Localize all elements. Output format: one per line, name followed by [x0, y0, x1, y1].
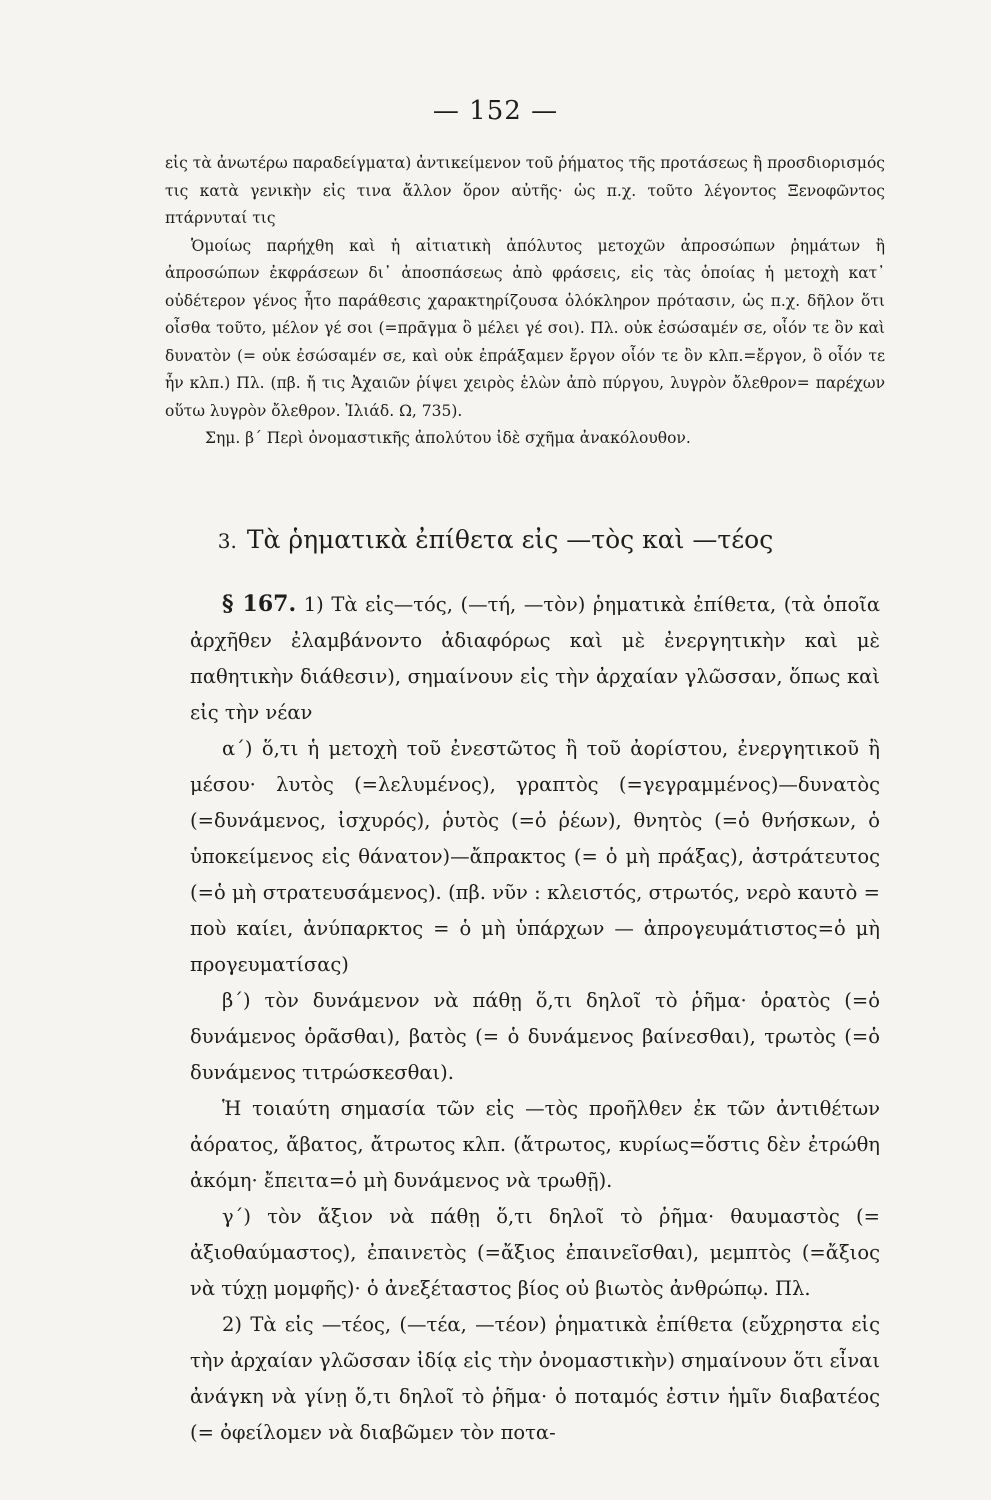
body-paragraph-5: γ΄) τὸν ἄξιον νὰ πάθῃ ὅ,τι δηλοῖ τὸ ῥῆμα· θαυμαστὸς (= ἀξιοθαύμαστος), ἐπαινετὸς (=ἄξιος ἐπαινεῖσθαι), μεμπτὸς (=ἄξιος νὰ τύχῃ μομφῆς)· ὁ ἀνεξέταστος βίος οὐ βιωτὸς ἀνθρώπῳ. Πλ.	[190, 1205, 880, 1300]
main-body	[190, 586, 880, 1451]
heading-number: 3.	[217, 529, 237, 553]
section-number: § 167.	[222, 591, 297, 617]
note-paragraph: Σημ. β΄ Περὶ ὀνομαστικῆς ἀπολύτου ἰδὲ σχῆμα ἀνακόλουθον.	[205, 429, 691, 447]
body-paragraph-1: § 167. 1) Τὰ εἰς—τός, (—τή, —τὸν) ῥηματικὰ ἐπίθετα, (τὰ ὁποῖα ἀρχῆθεν ἐλαμβάνοντο ἀδιαφόρως καὶ μὲ ἐνεργητικὴν καὶ μὲ παθητικὴν διάθεσιν), σημαίνουν εἰς τὴν ἀρχαίαν γλῶσσαν, ὅπως καὶ εἰς τὴν νέαν	[190, 591, 881, 724]
body-paragraph-6: 2) Τὰ εἰς —τέος, (—τέα, —τέον) ῥηματικὰ ἐπίθετα (εὔχρηστα εἰς τὴν ἀρχαίαν γλῶσσαν ἰδίᾳ εἰς τὴν ὀνομαστικὴν) σημαίνουν ὅτι εἶναι ἀνάγκη νὰ γίνῃ ὅ,τι δηλοῖ τὸ ῥῆμα· ὁ ποταμός ἐστιν ἡμῖν διαβατέος (= ὀφείλομεν νὰ διαβῶμεν τὸν ποτα-	[190, 1313, 880, 1444]
section-heading	[0, 525, 991, 554]
body-paragraph-4: Ἡ τοιαύτη σημασία τῶν εἰς —τὸς προῆλθεν ἐκ τῶν ἀντιθέτων ἀόρατος, ἄβατος, ἄτρωτος κλπ. (ἄτρωτος, κυρίως=ὅστις δὲν ἐτρώθη ἀκόμη· ἔπειτα=ὁ μὴ δυνάμενος νὰ τρωθῇ).	[190, 1097, 880, 1192]
heading-title: Τὰ ῥηματικὰ ἐπίθετα εἰς —τὸς καὶ —τέος	[246, 525, 774, 554]
body-paragraph-2: α΄) ὅ,τι ἡ μετοχὴ τοῦ ἐνεστῶτος ἢ τοῦ ἀορίστου, ἐνεργητικοῦ ἢ μέσου· λυτὸς (=λελυμένος), γραπτὸς (=γεγραμμένος)—δυνατὸς (=δυνάμενος, ἰσχυρός), ῥυτὸς (=ὁ ῥέων), θνητὸς (=ὁ θνήσκων, ὁ ὑποκείμενος εἰς θάνατον)—ἄπρακτος (= ὁ μὴ πράξας), ἀστράτευτος (=ὁ μὴ στρατευσάμενος). (πβ. νῦν : κλειστός, στρωτός, νερὸ καυτὸ = ποὺ καίει, ἀνύπαρκτος = ὁ μὴ ὑπάρχων — ἀπρογευμάτιστος=ὁ μὴ προγευματίσας)	[190, 737, 880, 976]
small-paragraph-1: εἰς τὰ ἀνωτέρω παραδείγματα) ἀντικείμενον τοῦ ῥήματος τῆς προτάσεως ἢ προσδιορισμός τις κατὰ γενικὴν εἰς τινα ἄλλον ὅρον αὐτῆς· ὡς π.χ. τοῦτο λέγοντος Ξενοφῶντος πτάρνυταί τις	[165, 154, 885, 227]
page-number: — 152 —	[432, 96, 559, 126]
small-paragraph-2: Ὁμοίως παρήχθη καὶ ἡ αἰτιατικὴ ἀπόλυτος μετοχῶν ἀπροσώπων ῥημάτων ἢ ἀπροσώπων ἐκφράσεων δι᾽ ἀποσπάσεως ἀπὸ φράσεις, εἰς τὰς ὁποίας ἡ μετοχὴ κατ᾽ οὐδέτερον γένος ἦτο παράθεσις χαρακτηρίζουσα ὁλόκληρον πρότασιν, ὡς π.χ. δῆλον ὅτι οἶσθα τοῦτο, μέλον γέ σοι (=πρᾶγμα ὃ μέλει γέ σοι). Πλ. οὐκ ἐσώσαμέν σε, οἷόν τε ὂν καὶ δυνατὸν (= οὐκ ἐσώσαμέν σε, καὶ οὐκ ἐπράξαμεν ἔργον οἷόν τε ὂν κλπ.=ἔργον, ὃ οἷόν τε ἦν κλπ.) Πλ. (πβ. ἤ τις Ἀχαιῶν ῥίψει χειρὸς ἑλὼν ἀπὸ πύργου, λυγρὸν ὄλεθρον= παρέχων οὕτω λυγρὸν ὄλεθρον. Ἰλιάδ. Ω, 735).	[165, 236, 885, 420]
upper-small-text	[165, 150, 885, 453]
body-paragraph-3: β΄) τὸν δυνάμενον νὰ πάθῃ ὅ,τι δηλοῖ τὸ ῥῆμα· ὁρατὸς (=ὁ δυνάμενος ὁρᾶσθαι), βατὸς (= ὁ δυνάμενος βαίνεσθαι), τρωτὸς (=ὁ δυνάμενος τιτρώσκεσθαι).	[190, 989, 880, 1084]
